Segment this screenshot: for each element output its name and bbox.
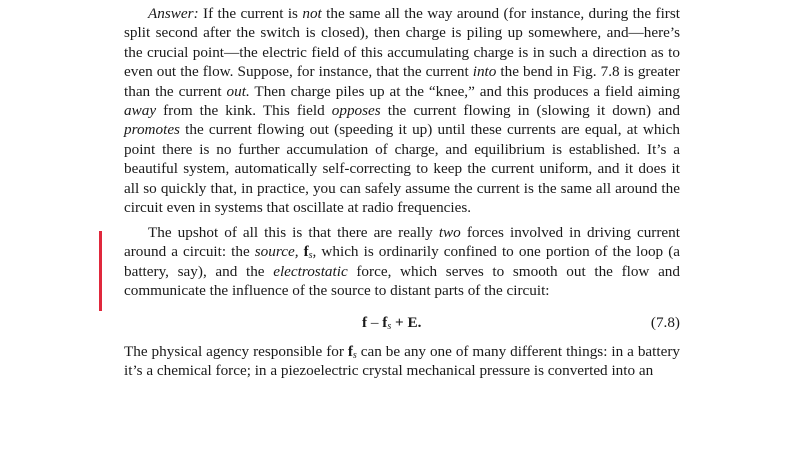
text-span: force, which serves to smooth out the flow and communicate the influence of the source to distant parts of the circuit: — [124, 262, 680, 300]
margin-highlight-bar — [99, 231, 102, 311]
text-span: Then charge piles up at the “knee,” and this produces a field aiming — [249, 82, 680, 100]
vector-f: f — [298, 243, 309, 261]
emphasis-opposes: opposes — [331, 102, 381, 120]
eq-subscript: s — [387, 321, 392, 332]
emphasis-source: source, — [254, 243, 299, 261]
eq-rest: + E. — [391, 314, 422, 331]
emphasis-into: into — [472, 63, 497, 81]
text-span: forces involved in driving current around a circuit: the — [124, 224, 680, 261]
text-span: the current flowing in (slowing it down) and — [380, 102, 680, 120]
subscript-s: s — [308, 250, 313, 262]
emphasis-away: away — [124, 102, 157, 120]
emphasis-out: out. — [226, 82, 250, 100]
text-span: the current flowing out (speeding it up) until these currents are equal, at which point there is no further accumulation of charge, and equilibrium is established. It’s a beautiful system, automatically self-correcting to keep the current uniform, and it does it all so quickly that, in practice, you can safely assume the current is the same all around the circuit even in systems that oscillate at radio frequencies. — [124, 121, 680, 217]
emphasis-promotes: promotes — [124, 121, 180, 139]
text-span: can be any one of many different things: in a battery it’s a chemical force; in a piezoelectric crystal mechanical pressure is converted into an — [124, 343, 680, 380]
answer-paragraph — [124, 4, 680, 217]
text-span: , which is ordinarily confined to one portion of the loop (a battery, say), and the — [124, 243, 681, 280]
subscript-s: s — [352, 350, 357, 361]
equation-body — [362, 314, 421, 332]
answer-label: Answer: — [148, 5, 199, 22]
eq-operator: – — [367, 314, 383, 331]
emphasis-two: two — [438, 224, 461, 241]
text-span: The upshot of all this is that there are really — [148, 224, 439, 241]
text-span: from the kink. This field — [156, 102, 332, 120]
vector-f: f — [347, 343, 353, 360]
text-span: the bend in Fig. 7.8 is greater than the current — [124, 63, 680, 100]
emphasis-not: not — [302, 5, 322, 22]
upshot-paragraph — [124, 223, 680, 301]
equation-number: (7.8) — [650, 314, 680, 331]
text-span: If the current is — [198, 5, 303, 22]
agency-paragraph — [124, 342, 680, 381]
text-span: The physical agency responsible for — [124, 343, 348, 360]
text-span: the same all the way around (for instance, during the first split second after the switch is closed), then charge is piling up somewhere, and—here’s the crucial point—the electric field of this accumulating charge is in such a direction as to even out the flow. Suppose, for instance, that the current — [124, 5, 680, 81]
equation-7-8 — [124, 314, 680, 336]
eq-term: f — [382, 314, 388, 331]
emphasis-electrostatic: electrostatic — [273, 262, 348, 280]
eq-lhs: f — [362, 314, 368, 331]
